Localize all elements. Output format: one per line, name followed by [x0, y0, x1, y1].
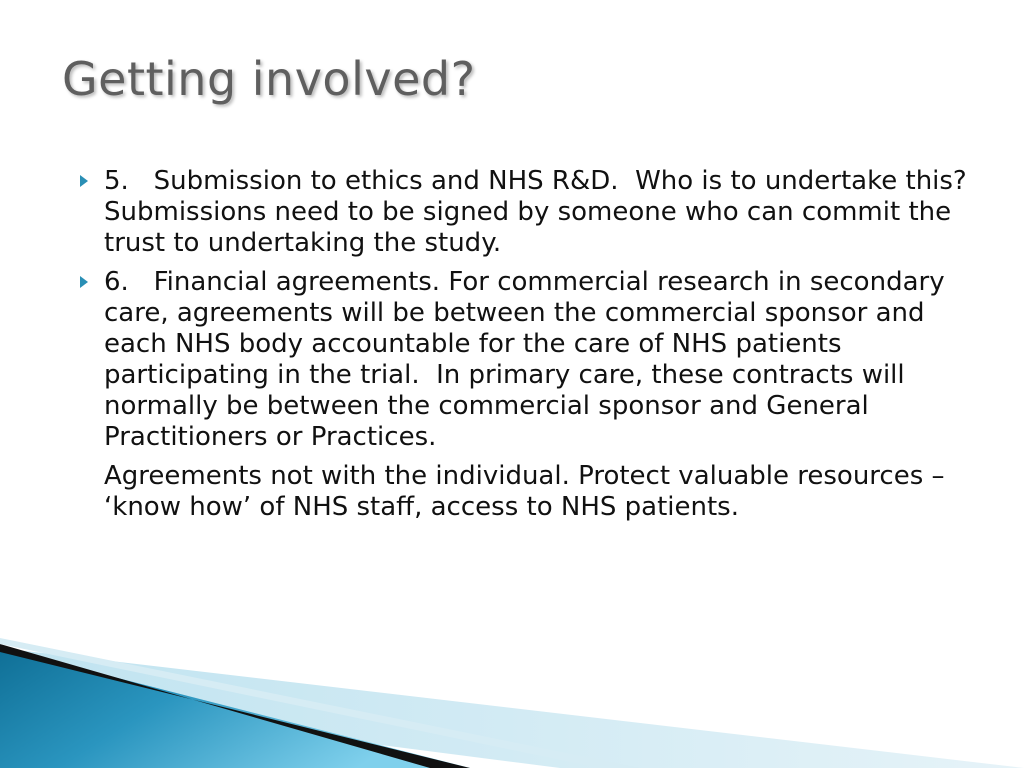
bullet-text: 5. Submission to ethics and NHS R&D. Who is to undertake this? Submissions need to be signed by someone who can commit the trust to undertaking the study.	[104, 166, 984, 258]
slide-title: Getting involved?	[62, 52, 476, 106]
slide-body	[76, 166, 984, 523]
bullet-item-6	[76, 267, 976, 453]
triangle-bullet-icon	[78, 272, 90, 292]
bullet-text: 6. Financial agreements. For commercial research in secondary care, agreements will be between the commercial sponsor and each NHS body accountable for the care of NHS patients participating in the trial. In primary care, these contracts will normally be between the commercial sponsor and General Practitioners or Practices.	[104, 267, 953, 452]
bullet-item-5	[76, 166, 984, 259]
decorative-swoosh	[0, 600, 1024, 768]
triangle-bullet-icon	[78, 171, 90, 191]
note-paragraph: Agreements not with the individual. Protect valuable resources – ‘know how’ of NHS staff, access to NHS patients.	[104, 461, 945, 522]
